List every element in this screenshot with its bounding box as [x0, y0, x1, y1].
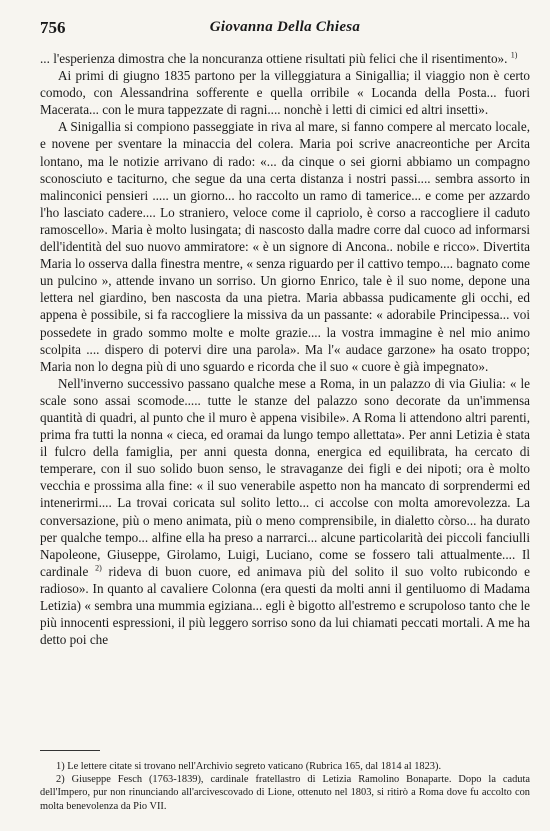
- footnote-ref: 1): [510, 50, 518, 60]
- paragraph-text: ... l'esperienza dimostra che la noncuranza ottiene risultati più felici che il risentimento».: [40, 51, 508, 66]
- paragraph: [40, 50, 530, 67]
- paragraph: A Sinigallia si compiono passeggiate in riva al mare, si fanno compere al mercato locale, e novene per sventare la minaccia del colera. Maria poi scrive anacreontiche per Arcita lontano, ma le notizie arrivano di rado: «... da cinque o sei giorni abbiamo un compagno sconosciuto e taciturno, che segue da una certa distanza i nostri passi.... sembra assorto in malinconici pensieri ..... un giorno... ho raccolto un ramo di tamerice... e come per azzardo l'ho lasciato cadere.... Lo straniero, veloce come il capriolo, è corso a raccogliere il caduto ramoscello». Maria è molto lusingata; di nascosto dalla madre corre dal cuoco ad informarsi dell'identità del suo nuovo ammiratore: « è un signore di Ancona.. nobile e ricco». Divertita Maria lo osserva dalla finestra mentre, « senza riguardo per il cattivo tempo.... bagnato come un pulcino », attende invano un sorriso. Un giorno Enrico, tale è il suo nome, depone una lettera nel giardino, ben nascosta da una pietra. Maria abbassa pudicamente gli occhi, ed appena è possibile, si fa raccogliere la missiva da un passante: « adorabile Principessa... voi possedete in grado sommo molte e molte grazie.... la vostra immagine è nel mio animo scolpita .... dispero di potervi dire una parola». Ma l'« audace garzone» ha osato troppo; Maria non lo degna più di uno sguardo e ricorda che il suo « cuore è già impegnato».: [40, 119, 530, 374]
- body-text: [40, 50, 530, 648]
- footnote-divider: [40, 750, 100, 751]
- page-header: [40, 18, 530, 38]
- paragraph-text: Nell'inverno successivo passano qualche mese a Roma, in un palazzo di via Giulia: « le scale sono assai scomode..... tutte le stanze del palazzo sono decorate da un'immensa quantità di quadri, al punto che il muro è appena visibile». A Roma li attendono altri parenti, prima fra tutti la nonna « cieca, ed oramai da lungo tempo allettata». Per anni Letizia è stata il fulcro della famiglia, per anni questa donna, energica ed equilibrata, ha cercato di temperare, con il suo solido buon senso, le stravaganze dei figli e dei nipoti; ora è molto vecchia e prossima alla fine: « il suo venerabile aspetto non ha mancato di sorprendermi ed intenerirmi.... La trovai coricata sul solito letto... ci accolse con molta amorevolezza. La conversazione, più o meno animata, più o meno comprensibile, in dialetto còrso... ha durato per qualche tempo... alfine ella ha preso a narrarci... alcune particolarità dei piccoli fanciulli Napoleone, Giuseppe, Girolamo, Luigi, Luciano, come se fossero tali attualmente.... Il cardinale: [40, 375, 530, 579]
- footnotes: [40, 760, 530, 813]
- paragraph-text: rideva di buon cuore, ed animava più del solito il suo volto rubicondo e radioso». In quanto al cavaliere Colonna (era questi da molti anni il gentiluomo di Madama Letizia) « sembra una mummia egiziana... egli è bigotto all'estremo e scrupoloso tanto che le più innocenti espressioni, il più leggero sorriso sono da lui chiamati peccati mortali. A me ha detto poi che: [40, 563, 531, 648]
- paragraph: Ai primi di giugno 1835 partono per la villeggiatura a Sinigallia; il viaggio non è certo comodo, con Alessandrina sofferente e quella orribile « Locanda della Posta... fuori Macerata... con le mura tappezzate di ragni.... nonchè i letti di cimici ed altri insetti».: [40, 68, 530, 118]
- paragraph: [40, 375, 530, 649]
- footnote: 1) Le lettere citate si trovano nell'Archivio segreto vaticano (Rubrica 165, dal 1814 al 1823).: [56, 761, 442, 772]
- page-number: 756: [40, 18, 66, 37]
- footnote: 2) Giuseppe Fesch (1763-1839), cardinale fratellastro di Letizia Ramolino Bonaparte. Dopo la caduta dell'Impero, pur non rinunciando all'arcivescovado di Lione, ottenuto nel 1803, si ritirò a Roma dove fu accolto con molta benevolenza da Pio VII.: [40, 774, 530, 812]
- running-title: Giovanna Della Chiesa: [209, 19, 361, 35]
- footnote-ref: 2): [95, 563, 102, 573]
